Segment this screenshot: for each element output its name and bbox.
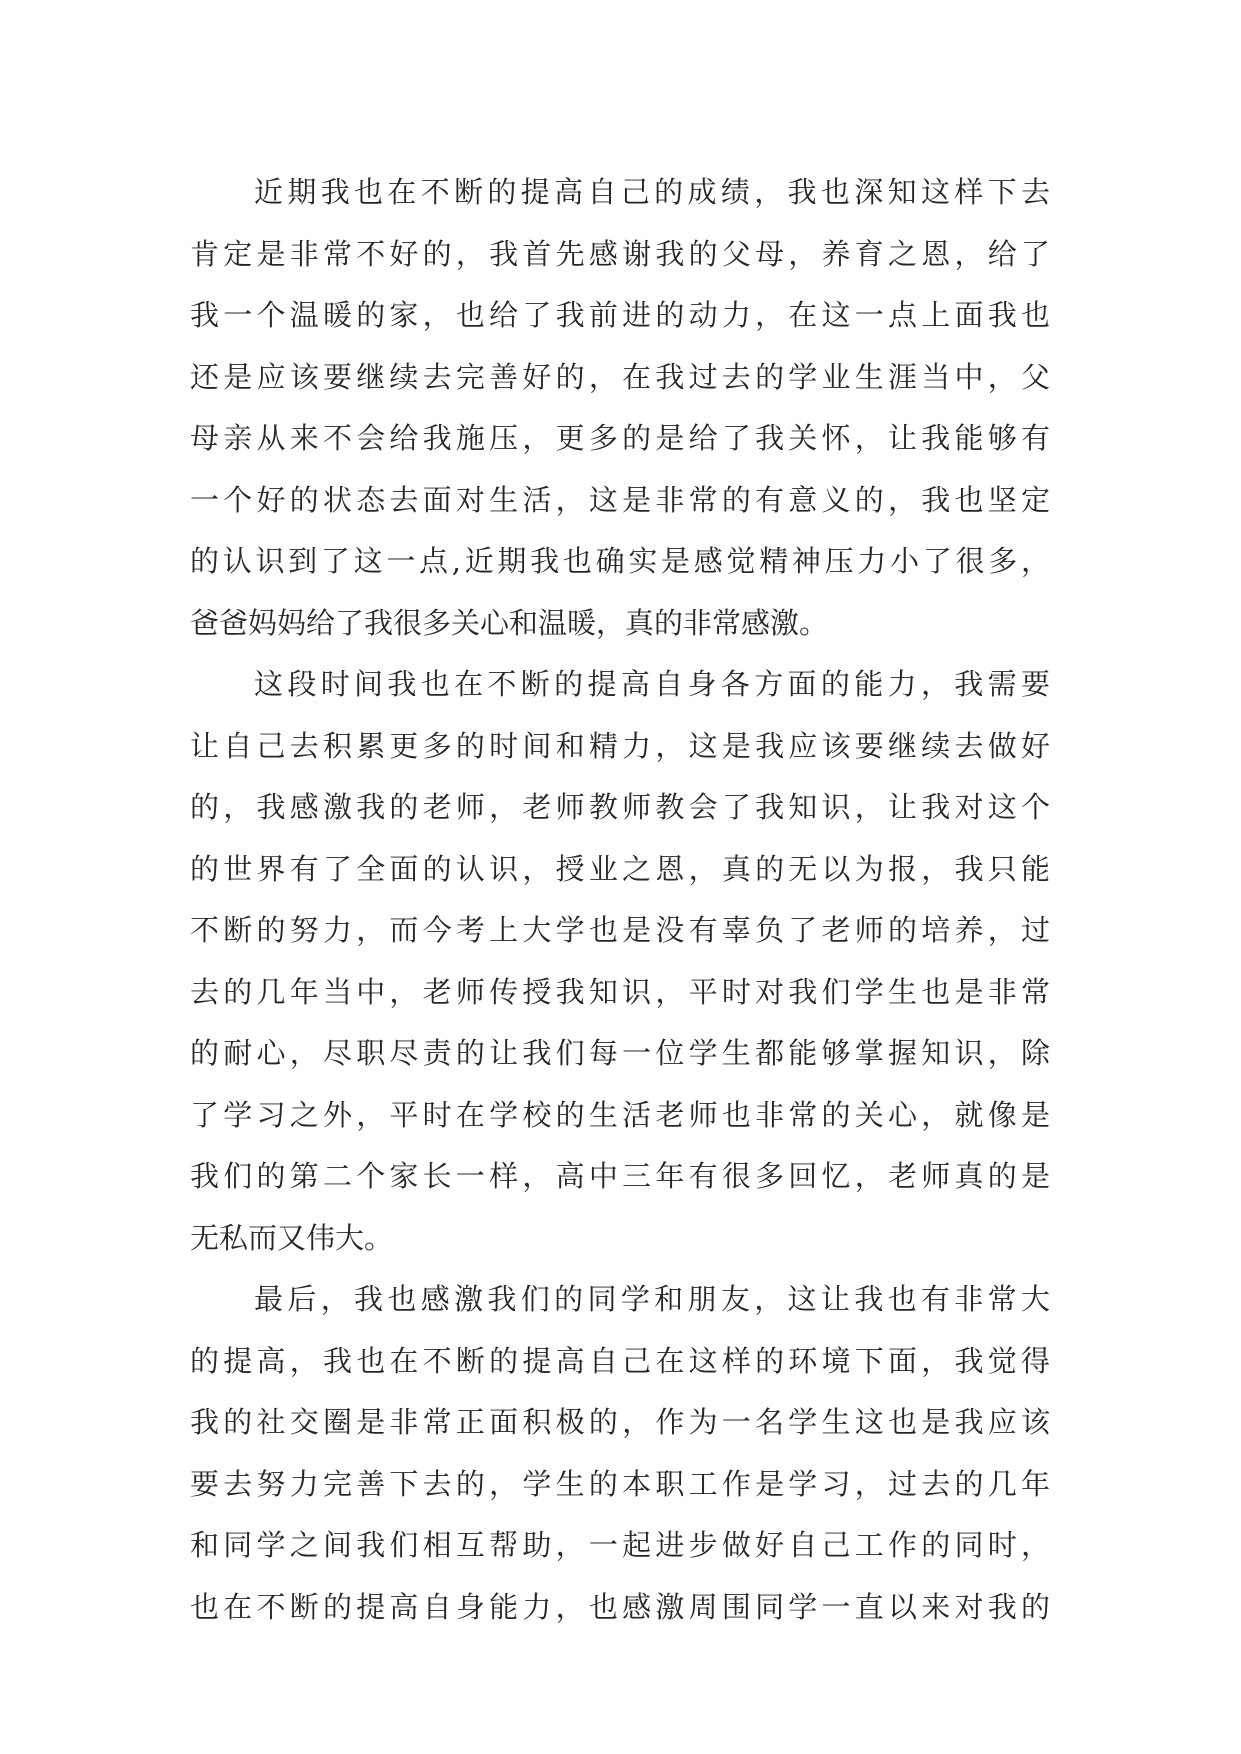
paragraph-3-line-4: 要去努力完善下去的，学生的本职工作是学习，过去的几年 (190, 1466, 1050, 1501)
paragraph-2-line-7: 的耐心，尽职尽责的让我们每一位学生都能够掌握知识，除 (190, 1036, 1050, 1070)
paragraph-1-line-8: 爸爸妈妈给了我很多关心和温暖，真的非常感激。 (190, 605, 829, 640)
paragraph-2-line-4: 的世界有了全面的认识，授业之恩，真的无以为报，我只能 (190, 851, 1050, 886)
paragraph-3-line-6: 也在不断的提高自身能力，也感激周围同学一直以来对我的 (190, 1589, 1050, 1624)
paragraph-2-line-10: 无私而又伟大。 (190, 1220, 394, 1255)
paragraph-1-line-3: 我一个温暖的家，也给了我前进的动力，在这一点上面我也 (190, 298, 1050, 332)
paragraph-1-line-7: 的认识到了这一点,近期我也确实是感觉精神压力小了很多， (190, 544, 1050, 578)
paragraph-2-line-8: 了学习之外，平时在学校的生活老师也非常的关心，就像是 (190, 1097, 1050, 1132)
paragraph-2-line-3: 的，我感激我的老师，老师教师教会了我知识，让我对这个 (190, 790, 1050, 824)
paragraph-1-line-6: 一个好的状态去面对生活，这是非常的有意义的，我也坚定 (190, 482, 1050, 517)
paragraph-2-line-5: 不断的努力，而今考上大学也是没有辜负了老师的培养，过 (190, 913, 1050, 947)
paragraph-2-line-6: 去的几年当中，老师传授我知识，平时对我们学生也是非常 (190, 974, 1050, 1009)
paragraph-3-line-3: 我的社交圈是非常正面积极的，作为一名学生这也是我应该 (190, 1405, 1050, 1439)
paragraph-3-line-2: 的提高，我也在不断的提高自己在这样的环境下面，我觉得 (190, 1343, 1050, 1378)
paragraph-2-line-9: 我们的第二个家长一样，高中三年有很多回忆，老师真的是 (190, 1159, 1050, 1193)
paragraph-1-line-5: 母亲从来不会给我施压，更多的是给了我关怀，让我能够有 (190, 421, 1050, 455)
paragraph-2-line-2: 让自己去积累更多的时间和精力，这是我应该要继续去做好 (190, 728, 1050, 763)
paragraph-1-line-1: 近期我也在不断的提高自己的成绩，我也深知这样下去 (254, 175, 1050, 209)
paragraph-1-line-2: 肯定是非常不好的，我首先感谢我的父母，养育之恩，给了 (190, 236, 1050, 271)
paragraph-3-line-5: 和同学之间我们相互帮助，一起进步做好自己工作的同时， (190, 1528, 1050, 1562)
paragraph-2-line-1: 这段时间我也在不断的提高自身各方面的能力，我需要 (254, 667, 1050, 701)
document-body (190, 162, 1050, 1638)
paragraph-3-line-1: 最后，我也感激我们的同学和朋友，这让我也有非常大 (254, 1282, 1050, 1316)
paragraph-1-line-4: 还是应该要继续去完善好的，在我过去的学业生涯当中，父 (190, 359, 1050, 394)
